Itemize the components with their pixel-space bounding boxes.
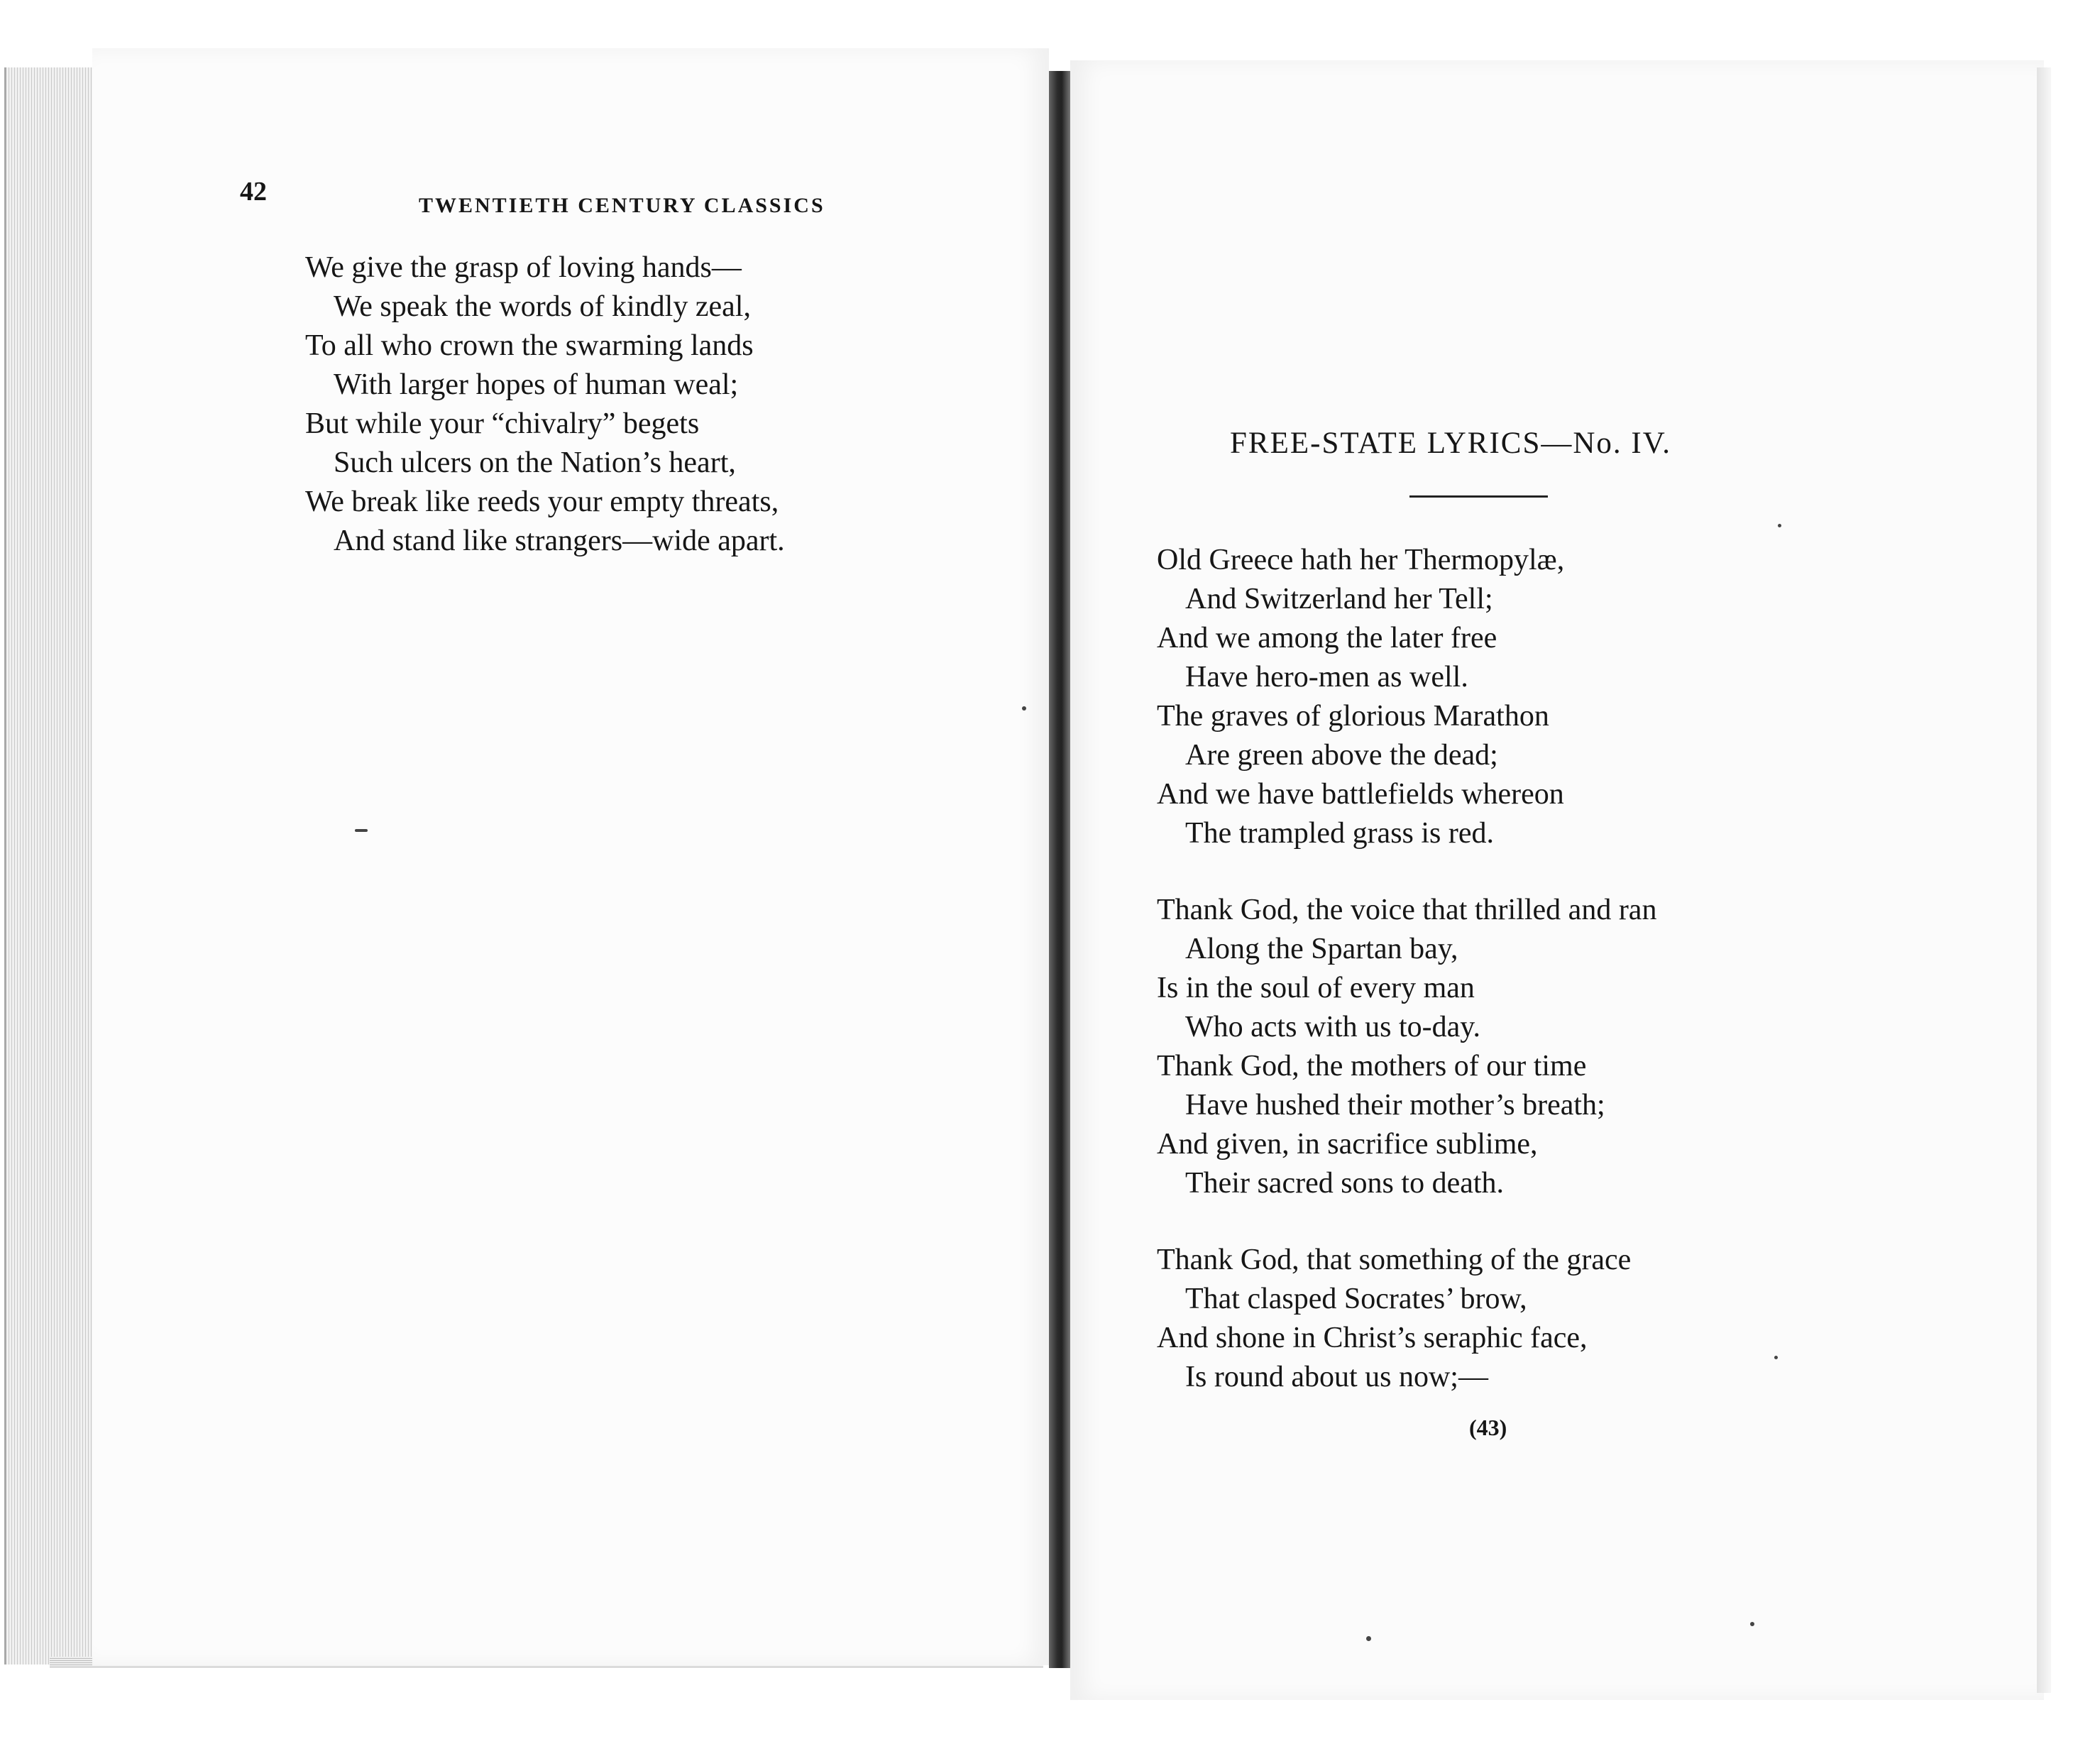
paper-speck (1778, 524, 1781, 527)
page-block-edges (4, 67, 99, 1665)
poem-line: Such ulcers on the Nation’s heart, (334, 446, 736, 479)
paper-speck (355, 829, 368, 832)
poem-left (305, 248, 785, 561)
poem-line: We break like reeds your empty threats, (305, 486, 779, 518)
book-gutter (1049, 71, 1070, 1668)
poem-line: Is in the soul of every man (1157, 972, 1475, 1004)
poem-line: Their sacred sons to death. (1185, 1167, 1505, 1200)
poem-line: The graves of glorious Marathon (1157, 700, 1549, 733)
poem-line: And Switzerland her Tell; (1185, 583, 1493, 615)
poem-line: With larger hopes of human weal; (334, 368, 739, 401)
paper-speck (1750, 1622, 1754, 1626)
poem-line: And shone in Christ’s seraphic face, (1157, 1322, 1588, 1354)
page-number-left: 42 (240, 177, 267, 207)
poem-line: Who acts with us to-day. (1185, 1011, 1481, 1043)
poem-line: To all who crown the swarming lands (305, 329, 754, 362)
title-rule (1409, 495, 1548, 498)
poem-line: Old Greece hath her Thermopylæ, (1157, 544, 1565, 576)
poem-line: We give the grasp of loving hands— (305, 251, 742, 284)
poem-title: FREE-STATE LYRICS—No. IV. (1230, 427, 1671, 460)
page-number-right: (43) (1469, 1415, 1507, 1440)
poem-line: And stand like strangers—wide apart. (334, 525, 785, 557)
poem-line: And we among the later free (1157, 622, 1497, 654)
poem-line: Along the Spartan bay, (1185, 933, 1458, 965)
poem-line: We speak the words of kindly zeal, (334, 290, 751, 323)
stanza-break (1157, 1203, 1656, 1241)
poem-line: The trampled grass is red. (1185, 817, 1495, 850)
stanza-break (1157, 853, 1656, 891)
paper-speck (1366, 1636, 1371, 1641)
poem-line: Thank God, the mothers of our time (1157, 1050, 1587, 1082)
poem-line: Have hushed their mother’s breath; (1185, 1089, 1605, 1121)
poem-right (1157, 541, 1656, 1397)
poem-line: Thank God, that something of the grace (1157, 1244, 1632, 1276)
paper-speck (1774, 1356, 1778, 1359)
running-head: TWENTIETH CENTURY CLASSICS (419, 194, 825, 217)
right-page-edge (2037, 67, 2051, 1693)
poem-line: And we have battlefields whereon (1157, 778, 1564, 811)
poem-line: Have hero-men as well. (1185, 661, 1468, 693)
poem-line: Is round about us now;— (1185, 1361, 1488, 1393)
poem-line: And given, in sacrifice sublime, (1157, 1128, 1538, 1161)
poem-line: That clasped Socrates’ brow, (1185, 1283, 1527, 1315)
paper-speck (1022, 706, 1026, 711)
poem-line: Are green above the dead; (1185, 739, 1498, 772)
poem-line: Thank God, the voice that thrilled and ran (1157, 894, 1657, 926)
poem-line: But while your “chivalry” begets (305, 407, 700, 440)
